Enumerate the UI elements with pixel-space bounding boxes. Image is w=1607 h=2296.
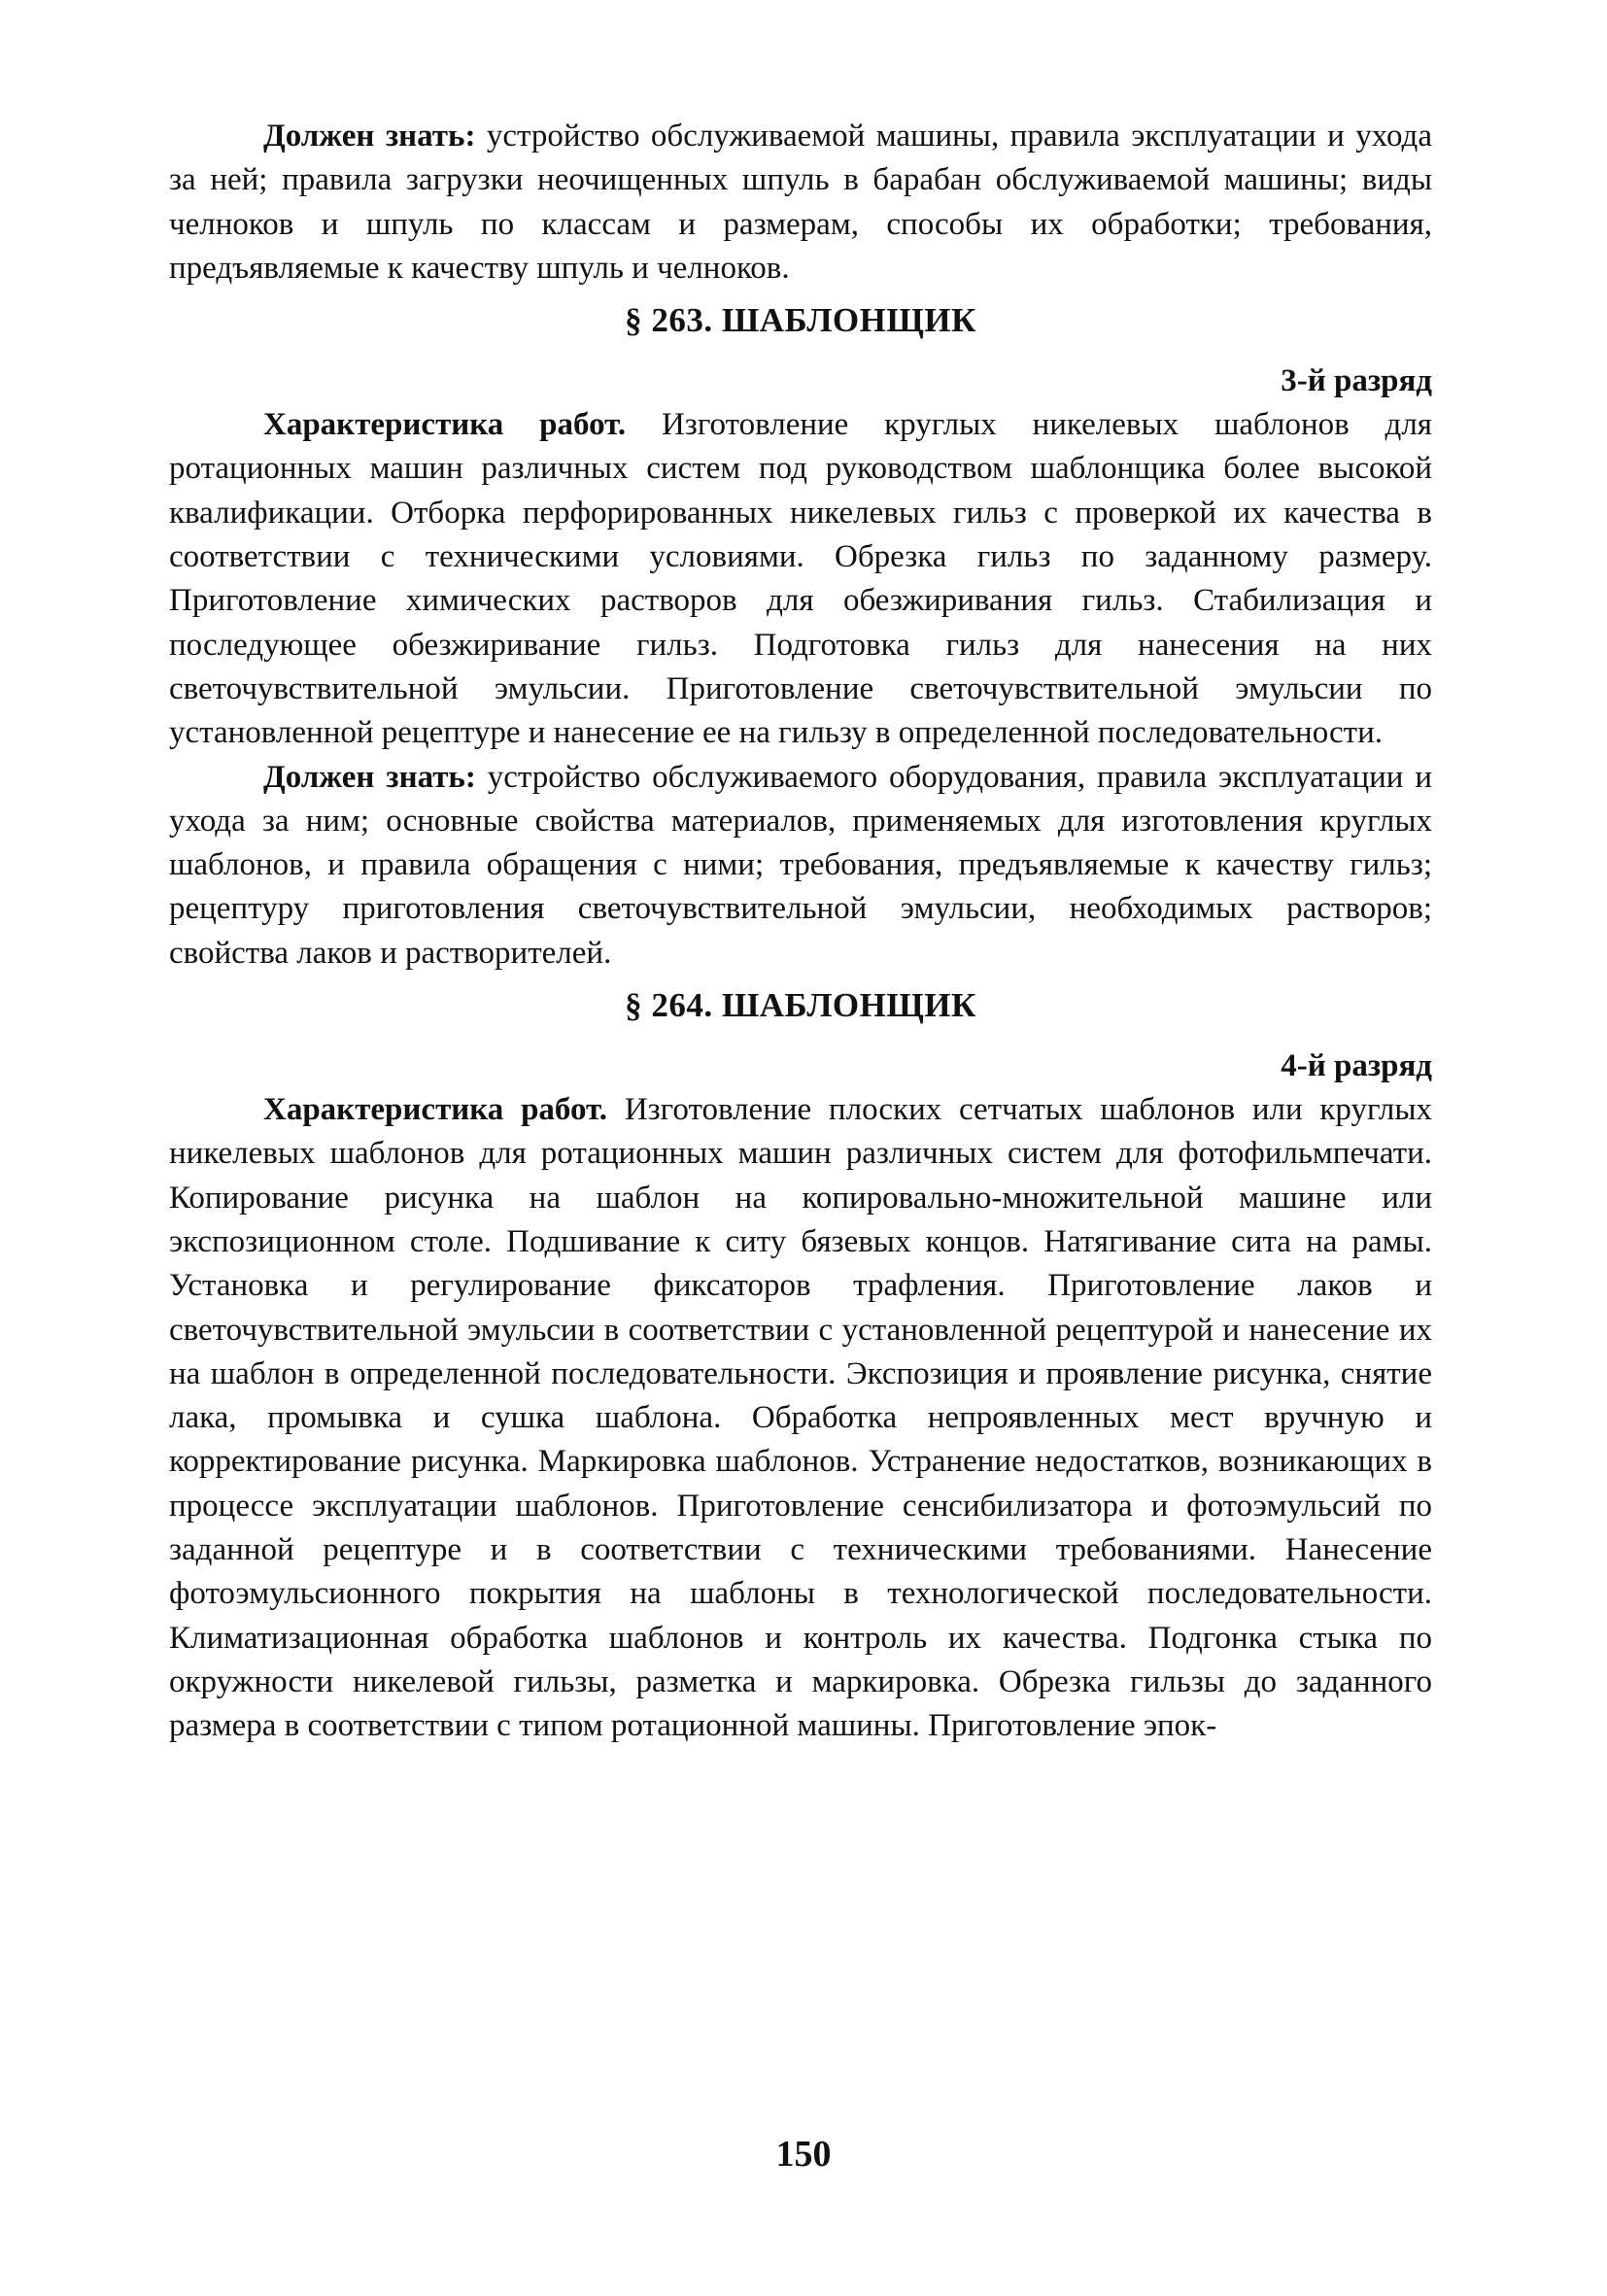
section-264-title: § 264. ШАБЛОНЩИК [625, 986, 976, 1025]
intro-must-know-text: устройство обслуживаемой машины, правила эксплуатации и ухода за ней; правила загрузки неочищенных шпуль в барабан обслуживаемой машины; виды челноков и шпуль по классам и размерам, способы их обработки; требования, предъявляемые к качеству шпуль и челноков. [169, 119, 1432, 286]
document-page [169, 115, 1432, 1749]
intro-must-know-paragraph [169, 115, 1432, 291]
section-263-grade: 3-й разряд [1281, 363, 1432, 399]
page-number: 150 [775, 2134, 832, 2175]
section-263-must-know-lead: Должен знать: [263, 759, 476, 795]
section-264-characteristics-text: Изготовление плоских сетчатых шаблонов или круглых никелевых шаблонов для ротационных машин различных систем для фотофильмпечати. Копирование рисунка на шаблон на копировально-множительной машине или экспозиционном столе. Подшивание к ситу бязевых концов. Натягивание сита на рамы. Установка и регулирование фиксаторов трафления. Приготовление лаков и светочувствительной эмульсии в соответствии с установленной рецептурой и нанесение их на шаблон в определенной последовательности. Экспозиция и проявление рисунка, снятие лака, промывка и сушка шаблона. Обработка непроявленных мест вручную и корректирование рисунка. Маркировка шаблонов. Устранение недостатков, возникающих в процессе эксплуатации шаблонов. Приготовление сенсибилизатора и фотоэмульсий по заданной рецептуре и в соответствии с техническими требованиями. Нанесение фотоэмульсионного покрытия на шаблоны в технологической последовательности. Климатизационная обработка шаблонов и контроль их качества. Подгонка стыка по окружности никелевой гильзы, разметка и маркировка. Обрезка гильзы до заданного размера в соответствии с типом ротационной машины. Приготовление эпок- [169, 1092, 1433, 1744]
section-263-title: § 263. ШАБЛОНЩИК [625, 301, 976, 340]
section-263-must-know-paragraph [169, 756, 1432, 976]
intro-must-know-lead: Должен знать: [263, 119, 476, 154]
section-263-characteristics-paragraph [169, 403, 1432, 755]
section-263-characteristics-lead: Характеристика работ. [263, 407, 627, 443]
section-263-must-know-text: устройство обслуживаемого оборудования, правила эксплуатации и ухода за ним; основные свойства материалов, применяемых для изготовления круглых шаблонов, и правила обращения с ними; требования, предъявляемые к качеству гильз; рецептуру приготовления светочувствительной эмульсии, необходимых растворов; свойства лаков и растворителей. [169, 759, 1432, 971]
section-264-characteristics-paragraph [169, 1088, 1432, 1748]
section-263-characteristics-text: Изготовление круглых никелевых шаблонов для ротационных машин различных систем под руководством шаблонщика более высокой квалификации. Отборка перфорированных никелевых гильз с проверкой их качества в соответствии с техническими условиями. Обрезка гильз по заданному размеру. Приготовление химических растворов для обезжиривания гильз. Стабилизация и последующее обезжиривание гильз. Подготовка гильз для нанесения на них светочувствительной эмульсии. Приготовление светочувствительной эмульсии по установленной рецептуре и нанесение ее на гильзу в определенной последовательности. [169, 407, 1432, 751]
section-264-grade: 4-й разряд [1281, 1048, 1432, 1084]
section-264-characteristics-lead: Характеристика работ. [263, 1092, 608, 1128]
